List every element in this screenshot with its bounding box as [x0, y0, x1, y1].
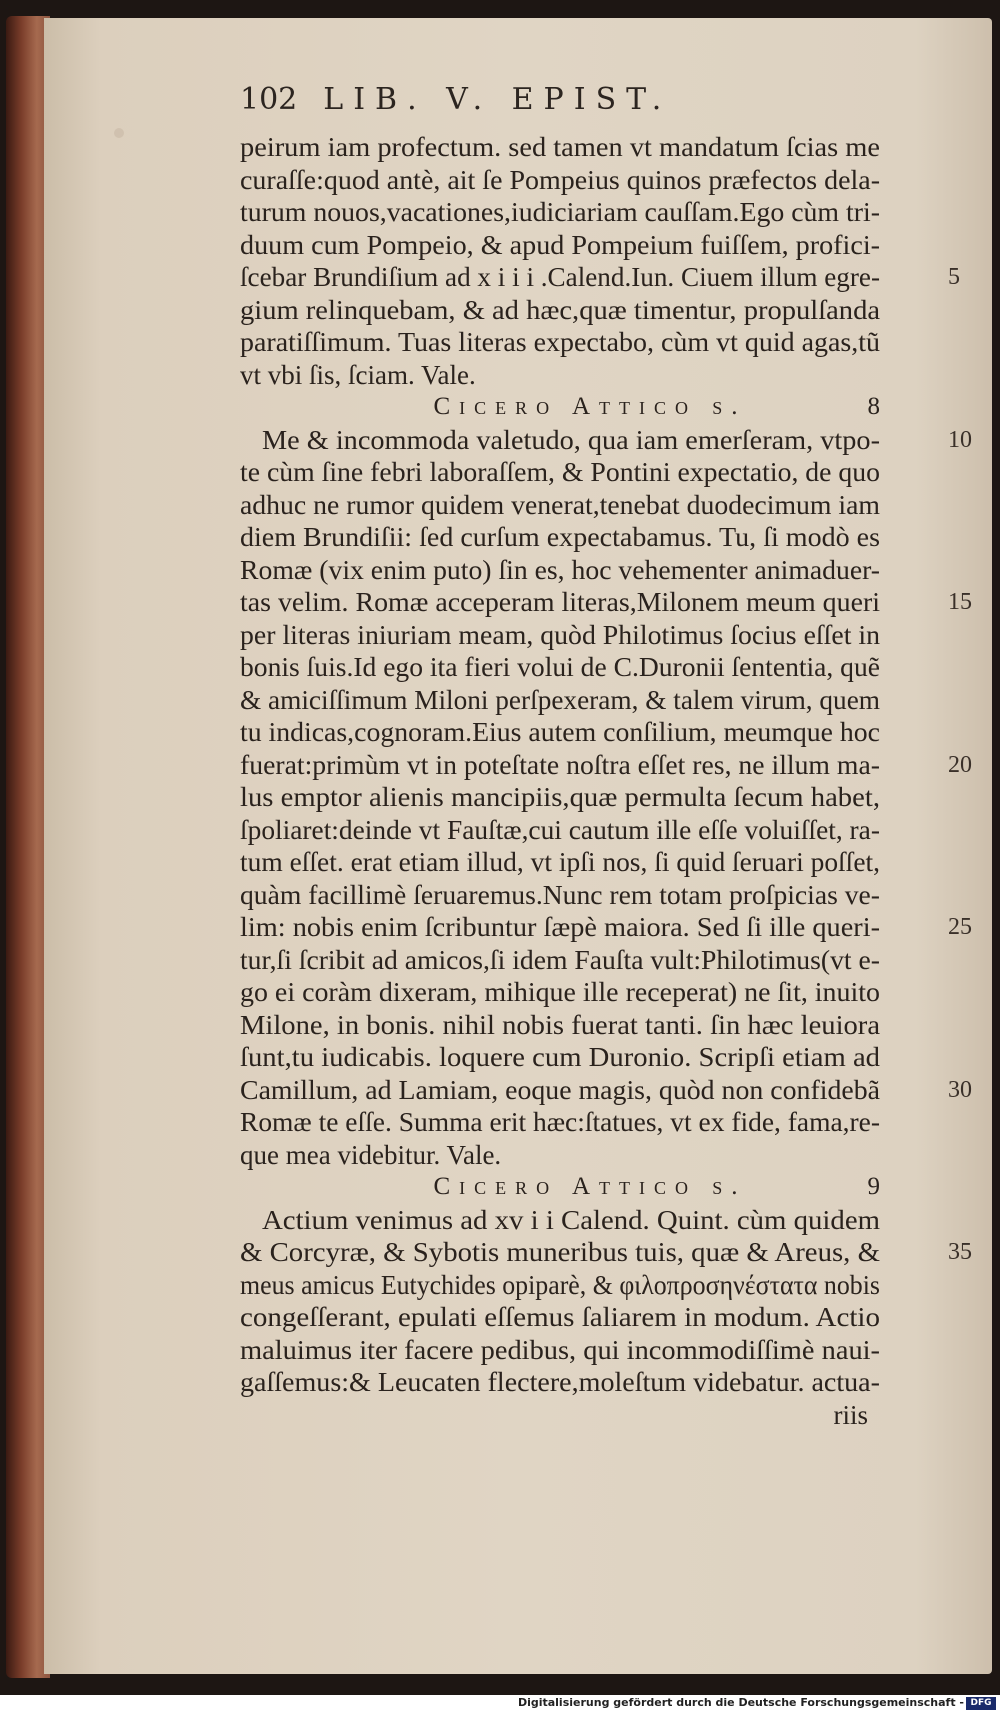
text-line — [240, 619, 940, 652]
letter-number: 8 — [867, 393, 880, 420]
text-line — [240, 749, 972, 782]
line-text: turum nouos,vacationes,iudiciariam cauſſam.Ego cùm tri- — [240, 197, 880, 227]
line-text: & amiciſſimum Miloni perſpexeram, & talem virum, quem — [240, 684, 881, 715]
text-block — [240, 131, 972, 1431]
margin-line-number: 15 — [948, 589, 972, 615]
page-stain — [114, 128, 124, 138]
text-line — [240, 1301, 940, 1334]
text-line — [240, 814, 940, 847]
page-header — [240, 82, 740, 126]
text-line — [240, 164, 940, 197]
line-text: gium relinquebam, & ad hæc,quæ timentur, propulſanda — [240, 294, 881, 325]
text-line — [240, 1139, 940, 1172]
line-text: maluimus iter facere pedibus, qui incommodiſſimè naui- — [240, 1334, 881, 1365]
margin-line-number: 25 — [948, 914, 972, 940]
line-text: Camillum, ad Lamiam, eoque magis, quòd non confidebã — [240, 1074, 880, 1105]
text-line — [240, 1106, 940, 1139]
text-line — [240, 1041, 940, 1074]
margin-line-number: 5 — [948, 264, 960, 290]
letter-number: 9 — [867, 1173, 880, 1200]
text-line — [240, 521, 940, 554]
line-text: Romæ (vix enim puto) ſin es, hoc vehementer animaduer- — [240, 554, 881, 585]
line-text: ſunt,tu iudicabis. loquere cum Duronio. Scripſi etiam ad — [240, 1042, 881, 1072]
line-text: tum eſſet. erat etiam illud, vt ipſi nos, ſi quid ſeruari poſſet, — [240, 847, 881, 877]
text-line — [240, 1204, 940, 1237]
text-line — [240, 294, 940, 327]
text-line — [240, 554, 940, 587]
text-line — [240, 846, 940, 879]
text-line — [240, 684, 940, 717]
margin-line-number: 35 — [948, 1239, 972, 1265]
text-line — [240, 911, 972, 944]
digitization-credit: Digitalisierung gefördert durch die Deutsche Forschungsgemeinschaft - — [517, 1696, 964, 1709]
line-text: tu indicas,cognoram.Eius autem conſilium, meumque hoc — [240, 717, 880, 747]
line-text: ſpoliaret:deinde vt Fauſtæ,cui cautum ille eſſe voluiſſet, ra- — [240, 814, 880, 845]
page-number: 102 — [240, 82, 298, 117]
line-text: diem Brundiſii: ſed curſum expectabamus. Tu, ſi modò es — [240, 522, 881, 552]
text-line — [240, 196, 940, 229]
text-line — [240, 1236, 972, 1269]
line-text: ſcebar Brundiſium ad x i i i .Calend.Iun. Ciuem illum egre- — [240, 262, 880, 292]
line-text: & Corcyræ, & Sybotis muneribus tuis, quæ & Areus, & — [240, 1237, 880, 1267]
text-line — [240, 326, 940, 359]
text-line — [240, 1366, 940, 1399]
letter-8-body — [240, 424, 972, 1172]
letter-heading-9 — [240, 1171, 940, 1204]
line-text: Me & incommoda valetudo, qua iam emerſeram, vtpo- — [262, 424, 880, 455]
text-line — [240, 489, 940, 522]
line-text: tur,ſi ſcribit ad amicos,ſi idem Fauſta vult:Philotimus(vt e- — [240, 944, 880, 975]
line-text: te cùm ſine febri laboraſſem, & Pontini expectatio, de quo — [240, 457, 881, 487]
text-line — [240, 944, 940, 977]
line-text: paratiſſimum. Tuas literas expectabo, cùm vt quid agas,tũ — [240, 327, 881, 357]
line-text: lus emptor alienis mancipiis,quæ permulta ſecum habet, — [240, 782, 880, 812]
line-text: lim: nobis enim ſcribuntur ſæpè maiora. Sed ſi ille queri- — [240, 912, 880, 942]
line-text: per literas iniuriam meam, quòd Philotimus ſocius eſſet in — [240, 619, 880, 650]
letter-heading-8 — [240, 391, 940, 424]
margin-line-number: 30 — [948, 1076, 972, 1103]
line-text: go ei coràm dixeram, mihique ille receperat) ne ſit, inuito — [240, 977, 880, 1007]
text-line — [240, 229, 940, 262]
letter-heading-text: Cicero Attico s. — [433, 393, 747, 420]
letter-7-ending — [240, 131, 960, 391]
margin-line-number: 20 — [948, 751, 972, 778]
dfg-logo: DFG — [966, 1697, 996, 1710]
line-text: bonis ſuis.Id ego ita fieri volui de C.Duronii ſententia, quẽ — [240, 652, 880, 682]
text-line — [240, 1269, 940, 1302]
line-text: duum cum Pompeio, & apud Pompeium fuiſſem, profici- — [240, 229, 881, 260]
line-text: curaſſe:quod antè, ait ſe Pompeius quinos præfectos dela- — [240, 164, 881, 195]
text-line — [240, 359, 940, 392]
line-text: adhuc ne rumor quidem venerat,tenebat duodecimum iam — [240, 489, 880, 520]
margin-line-number: 10 — [948, 426, 972, 453]
text-line — [240, 651, 940, 684]
line-text: quàm facillimè ſeruaremus.Nunc rem totam proſpicias ve- — [240, 879, 880, 910]
text-line — [240, 261, 960, 294]
line-text: gaſſemus:& Leucaten flectere,moleſtum videbatur. actua- — [240, 1367, 880, 1397]
text-line — [240, 1009, 940, 1042]
letter-heading-text: Cicero Attico s. — [433, 1173, 747, 1200]
text-line — [240, 586, 972, 619]
line-text: fuerat:primùm vt in poteſtate noſtra eſſet res, ne illum ma- — [240, 749, 880, 780]
text-line — [240, 879, 940, 912]
catchword: riis — [833, 1399, 868, 1430]
text-line — [240, 976, 940, 1009]
text-line — [240, 781, 940, 814]
text-line — [240, 716, 940, 749]
line-text: peirum iam profectum. sed tamen vt mandatum ſcias me — [240, 132, 881, 162]
text-line — [240, 131, 940, 164]
line-text: tas velim. Romæ acceperam literas,Milonem meum queri — [240, 587, 881, 617]
running-title: LIB. V. EPIST. — [323, 82, 672, 117]
line-text: vt vbi ſis, ſciam. Vale. — [240, 359, 476, 390]
line-text: meus amicus Eutychides opiparè, & φιλοπροσηνέστατα nobis — [240, 1269, 880, 1300]
letter-9-body — [240, 1204, 972, 1399]
text-line — [240, 1074, 972, 1107]
line-text: que mea videbitur. Vale. — [240, 1139, 502, 1170]
line-text: congeſſerant, epulati eſſemus ſaliarem in modum. Actio — [240, 1302, 880, 1332]
text-line — [240, 1334, 940, 1367]
text-line — [240, 424, 972, 457]
line-text: Milone, in bonis. nihil nobis fuerat tanti. ſin hæc leuiora — [240, 1009, 881, 1040]
text-line — [240, 456, 940, 489]
line-text: Romæ te eſſe. Summa erit hæc:ſtatues, vt ex fide, fama,re- — [240, 1107, 881, 1137]
line-text: Actium venimus ad xv i i Calend. Quint. cùm quidem — [262, 1204, 880, 1235]
